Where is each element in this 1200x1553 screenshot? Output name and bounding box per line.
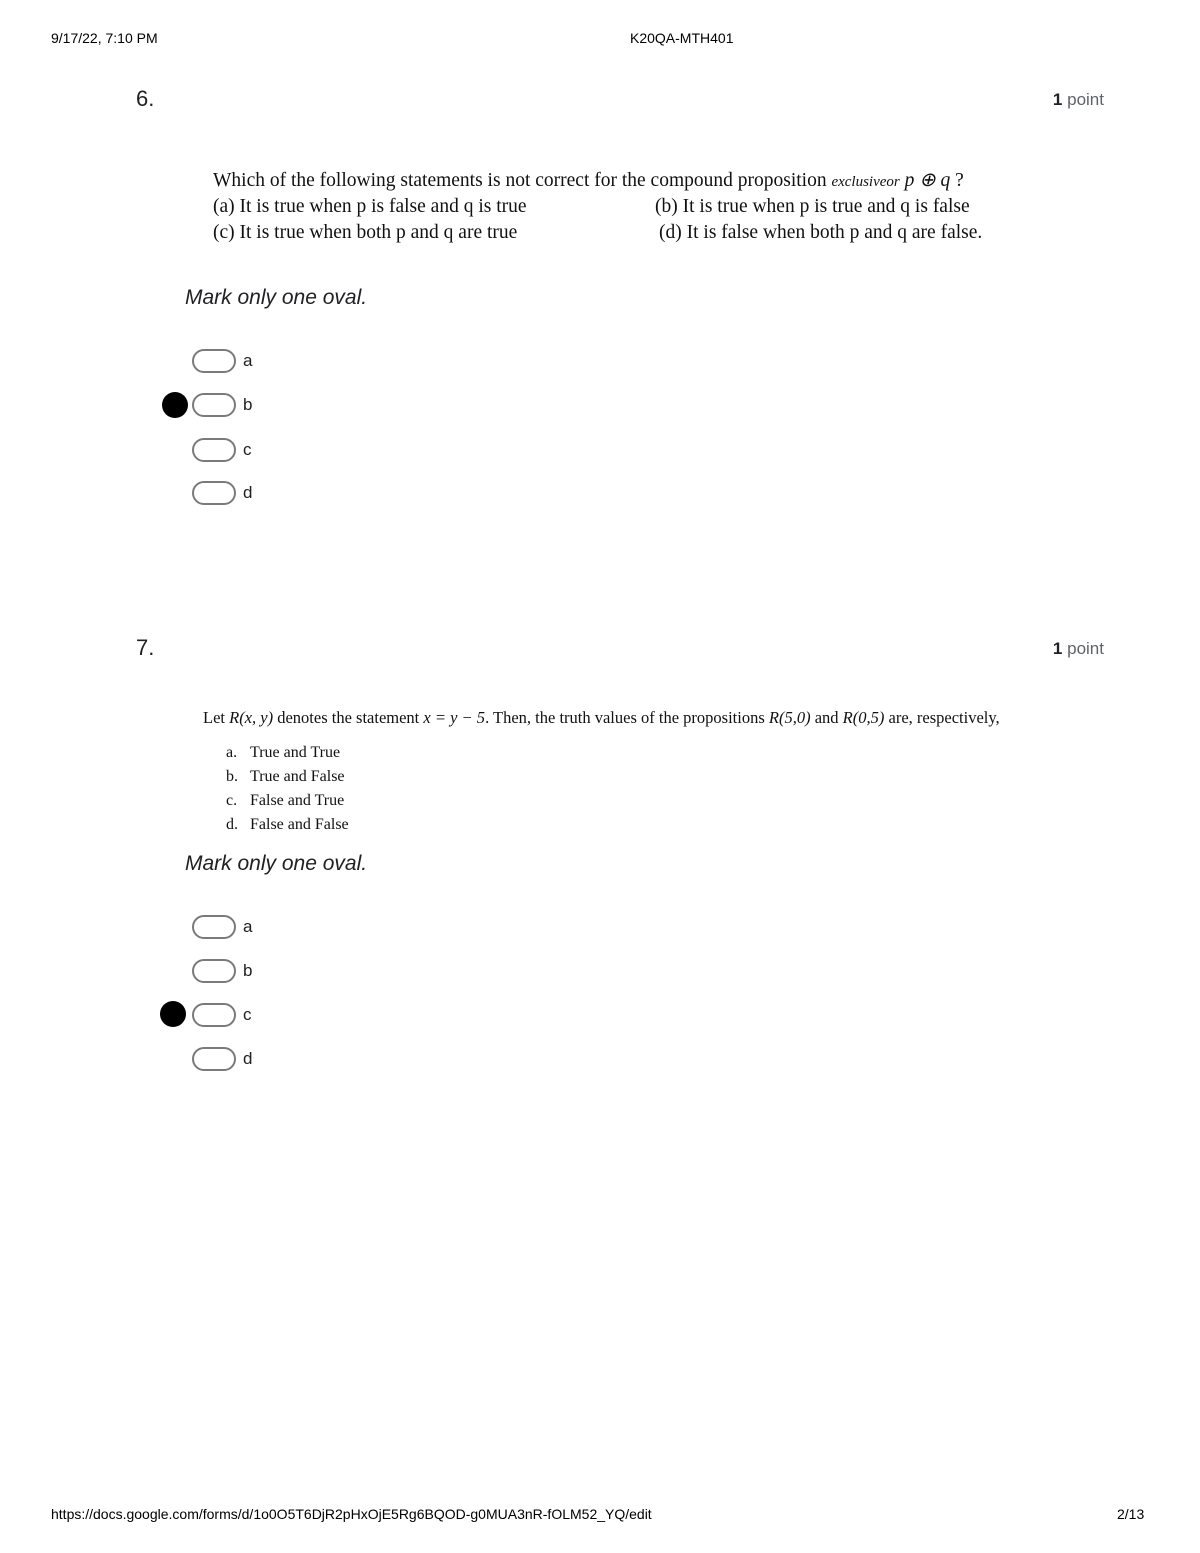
option-a[interactable]	[192, 913, 252, 941]
print-title: K20QA-MTH401	[630, 30, 734, 46]
instruction-text: Mark only one oval.	[185, 286, 368, 309]
stem-math: R(x, y)	[229, 708, 274, 727]
list-text: True and True	[250, 744, 341, 761]
stem-suffix: ?	[950, 170, 964, 191]
stem-math: x = y − 5	[423, 708, 486, 727]
option-b[interactable]	[192, 957, 252, 985]
option-label: d	[243, 1049, 253, 1068]
list-text: False and True	[250, 792, 345, 809]
points-value: 1	[1052, 90, 1063, 109]
selected-mark	[162, 392, 188, 418]
stem-math: R(5,0)	[768, 708, 811, 727]
stem-text: . Then, the truth values of the propositions	[485, 708, 769, 727]
radio-oval[interactable]	[192, 481, 236, 505]
option-label: b	[243, 961, 253, 980]
list-item	[226, 789, 349, 813]
radio-oval[interactable]	[192, 959, 236, 983]
list-item	[226, 765, 349, 789]
list-letter: c.	[226, 792, 238, 809]
points-label	[1053, 90, 1104, 110]
list-letter: d.	[226, 816, 238, 833]
print-url: https://docs.google.com/forms/d/1o0O5T6DjR2pHxOjE5Rg6BQOD-g0MUA3nR-fOLM52_YQ/edit	[51, 1506, 652, 1522]
selected-mark	[160, 1001, 186, 1027]
choice-c: (c) It is true when both p and q are true	[213, 222, 518, 243]
list-item	[226, 741, 349, 765]
radio-oval[interactable]	[192, 438, 236, 462]
option-label: c	[243, 440, 252, 459]
radio-oval[interactable]	[192, 1047, 236, 1071]
option-d[interactable]	[192, 479, 252, 507]
option-label: c	[243, 1005, 252, 1024]
list-letter: b.	[226, 768, 238, 785]
stem-operator: exclusiveor	[831, 174, 900, 190]
stem-formula: p ⊕ q	[904, 170, 951, 191]
print-datetime: 9/17/22, 7:10 PM	[51, 30, 158, 46]
radio-oval[interactable]	[192, 1003, 236, 1027]
question-image-text	[213, 168, 1113, 246]
question-stem	[213, 168, 1113, 194]
option-c[interactable]	[192, 436, 252, 464]
list-letter: a.	[226, 744, 238, 761]
question-number: 6.	[136, 86, 155, 111]
page-number: 2/13	[1117, 1506, 1145, 1522]
option-label: a	[243, 917, 253, 936]
points-label	[1053, 639, 1104, 659]
instruction-text: Mark only one oval.	[185, 852, 368, 875]
stem-text: denotes the statement	[273, 708, 424, 727]
stem-text: and	[810, 708, 843, 727]
question-stem	[203, 706, 1163, 730]
points-unit: point	[1067, 90, 1104, 109]
option-b[interactable]	[192, 391, 252, 419]
list-item	[226, 813, 349, 837]
option-label: a	[243, 351, 253, 370]
radio-oval[interactable]	[192, 393, 236, 417]
radio-oval[interactable]	[192, 915, 236, 939]
choice-a: (a) It is true when p is false and q is true	[213, 196, 527, 217]
option-label: b	[243, 395, 253, 414]
option-c[interactable]	[192, 1001, 252, 1029]
stem-math: R(0,5)	[842, 708, 885, 727]
stem-text: Which of the following statements is not correct for the compound proposition	[213, 170, 832, 191]
radio-oval[interactable]	[192, 349, 236, 373]
choice-b: (b) It is true when p is true and q is false	[655, 196, 970, 217]
list-text: False and False	[250, 816, 349, 833]
choice-d: (d) It is false when both p and q are false.	[659, 222, 983, 243]
stem-text: Let	[203, 708, 230, 727]
stem-text: are, respectively,	[884, 708, 1000, 727]
option-a[interactable]	[192, 347, 252, 375]
points-value: 1	[1052, 639, 1063, 658]
answer-list	[226, 741, 349, 837]
question-number: 7.	[136, 635, 155, 660]
option-label: d	[243, 483, 253, 502]
option-d[interactable]	[192, 1045, 252, 1073]
list-text: True and False	[250, 768, 345, 785]
points-unit: point	[1067, 639, 1104, 658]
